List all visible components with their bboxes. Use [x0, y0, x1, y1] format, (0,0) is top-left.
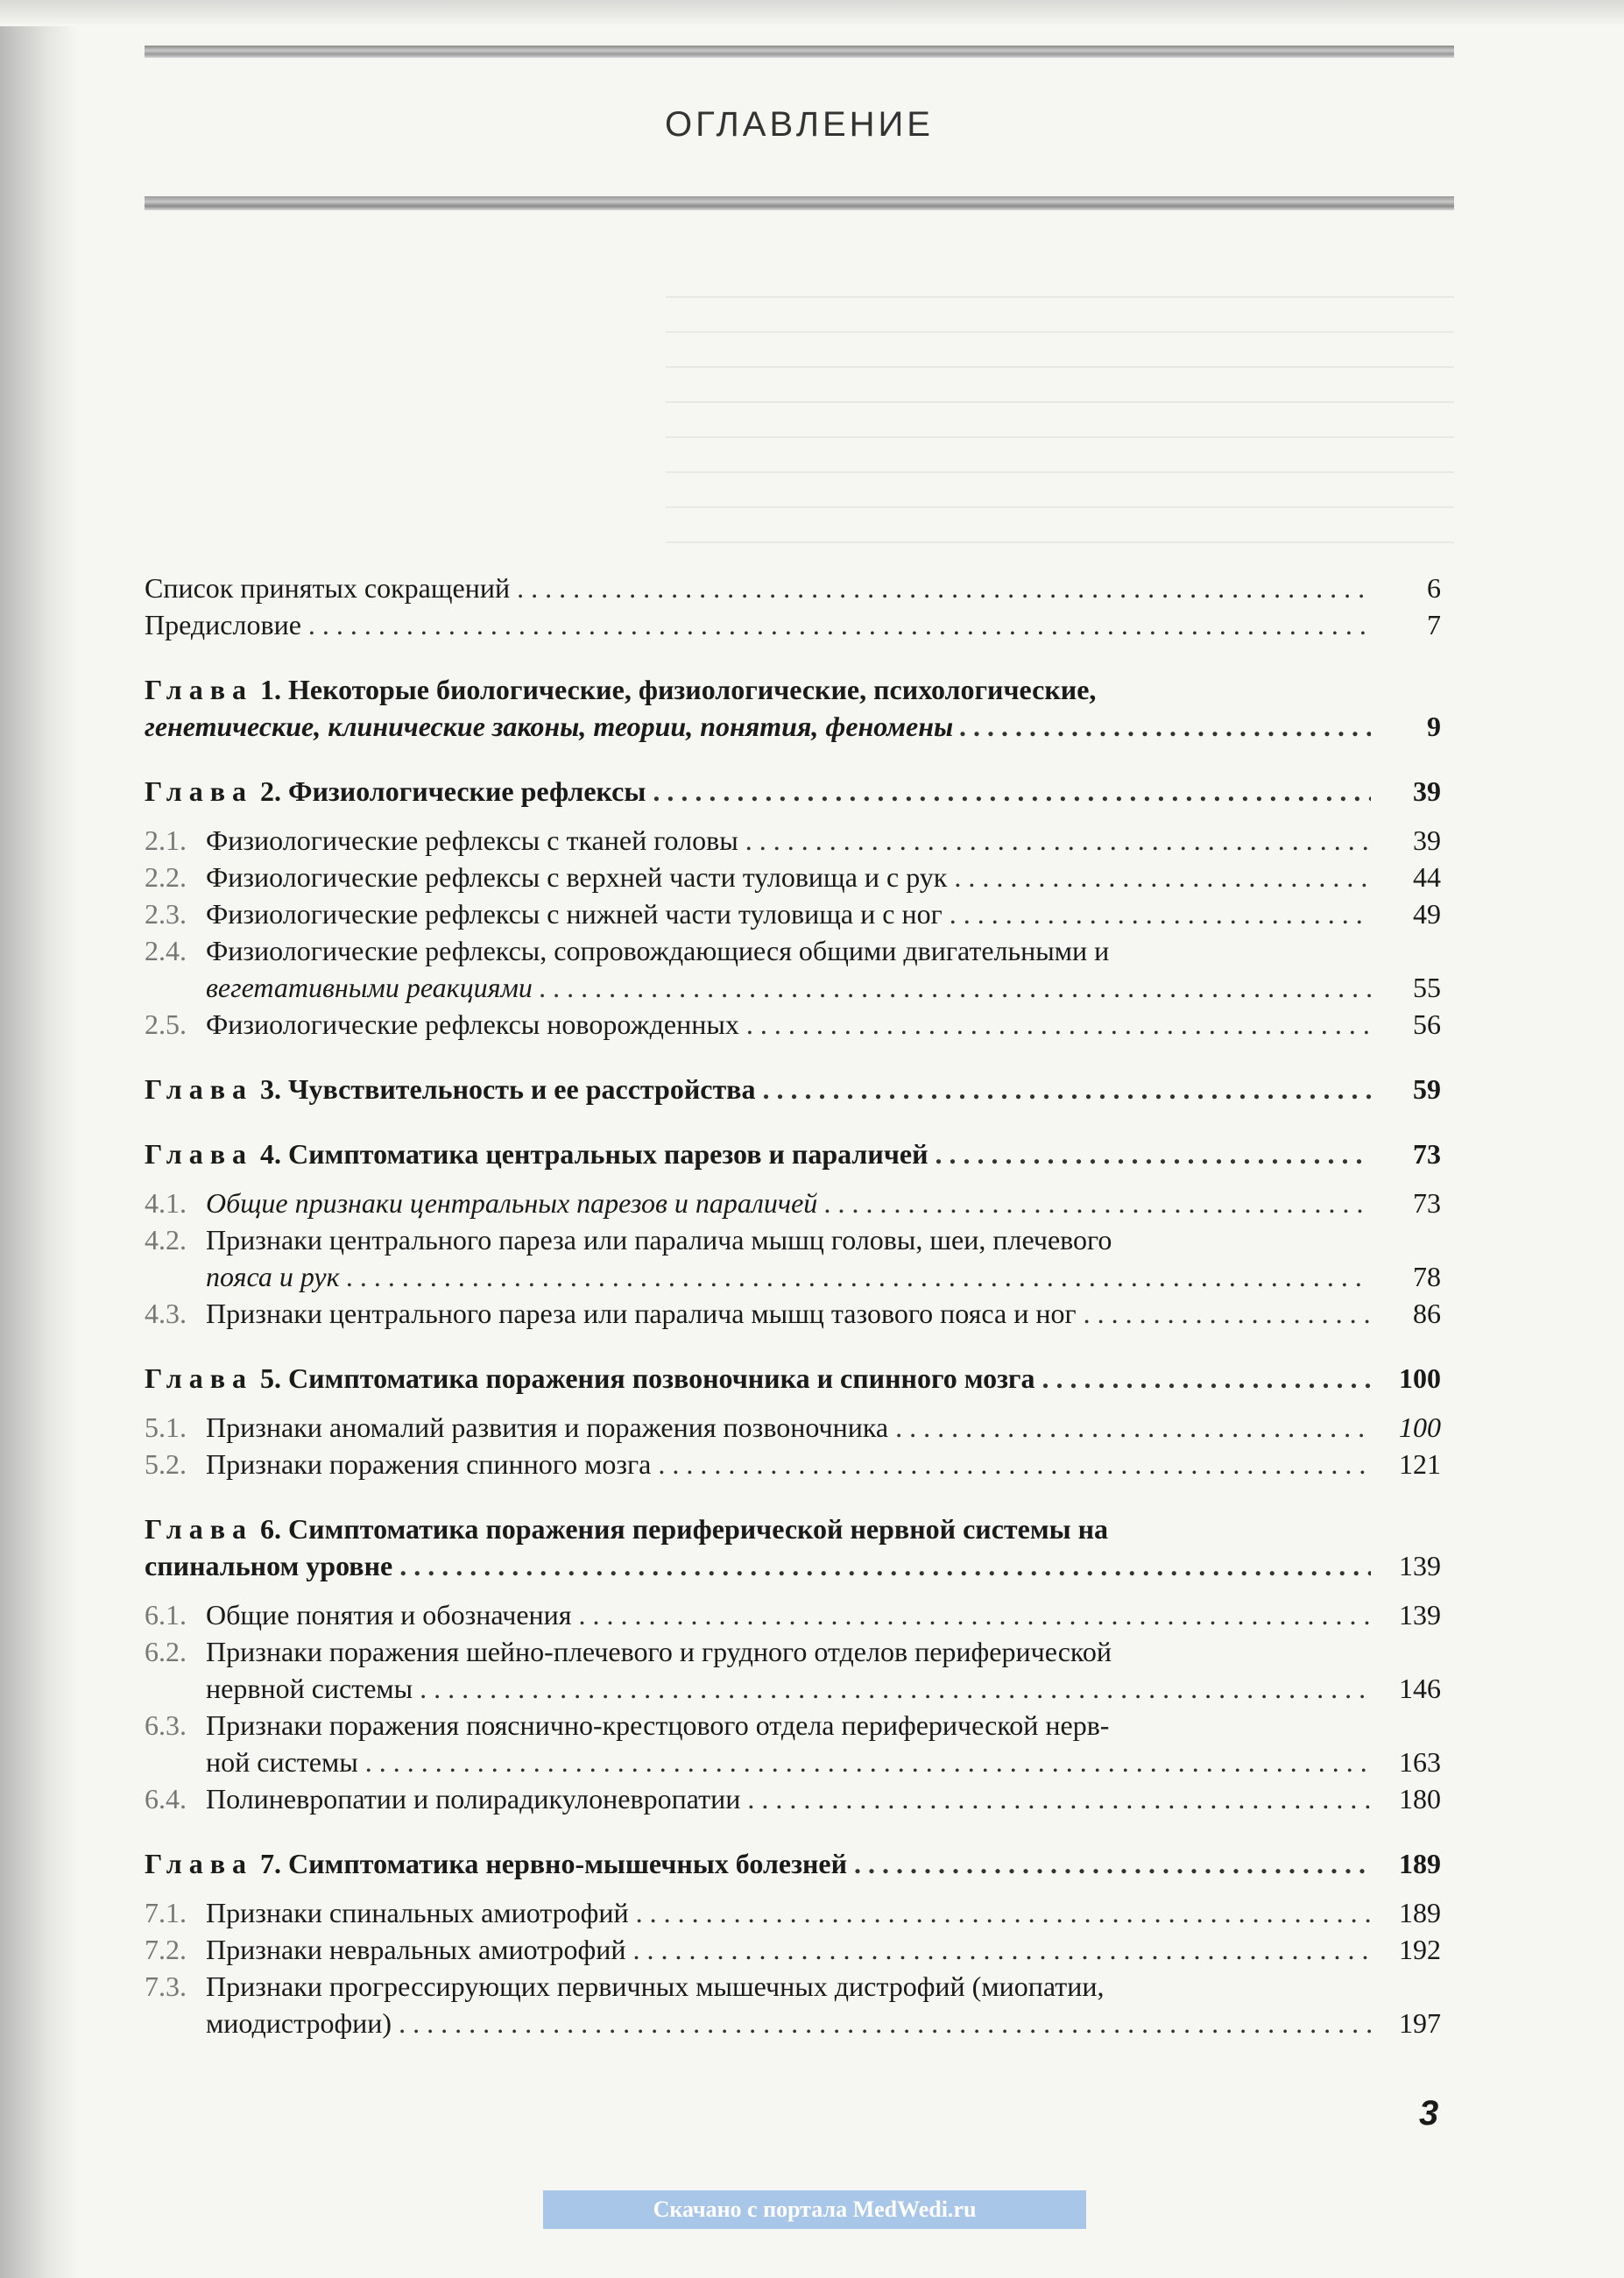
chapter-number: 2.	[259, 775, 281, 807]
toc-page-number: 146	[1399, 1673, 1441, 1704]
toc-entry-abbreviations[interactable]	[145, 570, 1441, 606]
toc-chapter-6[interactable]	[145, 1510, 1441, 1584]
section-title-cont: пояса и рук . . .	[206, 1261, 1371, 1292]
toc-section[interactable]	[145, 895, 1441, 932]
chapter-label: Глава	[145, 1513, 253, 1545]
chapter-label: Глава	[145, 1073, 253, 1105]
chapter-title: Физиологические рефлексы	[287, 775, 646, 807]
header-rule-top	[145, 46, 1454, 58]
section-title-cont: миодистрофии) . . .	[206, 2007, 1371, 2039]
section-number: 2.4.	[145, 935, 187, 966]
section-number: 2.1.	[145, 824, 187, 856]
section-title: Признаки поражения пояснично-крестцового отдела периферической нерв-	[206, 1709, 1110, 1741]
section-title: Признаки спинальных амиотрофий . . .	[206, 1897, 1371, 1928]
section-title: Полиневропатии и полирадикулоневропатии . . .	[206, 1783, 1371, 1815]
section-title: Признаки аномалий развития и поражения позвоночника . . .	[206, 1411, 1371, 1443]
chapter-number: 1.	[259, 674, 281, 705]
toc-chapter-4[interactable]	[145, 1135, 1441, 1172]
chapter-number: 4.	[259, 1138, 281, 1170]
section-number: 6.4.	[145, 1783, 187, 1815]
section-number: 6.2.	[145, 1636, 187, 1667]
section-number: 2.2.	[145, 861, 187, 893]
toc-page-number: 78	[1413, 1261, 1441, 1292]
toc-section[interactable]	[145, 822, 1441, 859]
toc-page-number: 44	[1413, 861, 1441, 893]
toc-page-number: 39	[1413, 824, 1441, 856]
section-number: 4.2.	[145, 1224, 187, 1256]
watermark-banner[interactable]: Скачано с портала MedWedi.ru	[543, 2190, 1086, 2229]
toc-entry-text: Список принятых сокращений . . .	[145, 572, 1371, 604]
section-title: Физиологические рефлексы с тканей головы . . .	[206, 824, 1371, 856]
toc-page-number: 100	[1399, 1411, 1441, 1443]
toc-page-number: 197	[1399, 2007, 1441, 2039]
toc-section-cont[interactable]	[145, 2005, 1441, 2041]
toc-section[interactable]	[145, 1185, 1441, 1221]
toc-section-cont[interactable]	[145, 1744, 1441, 1780]
toc-section-cont[interactable]	[145, 1258, 1441, 1295]
section-title: Физиологические рефлексы новорожденных . . .	[206, 1008, 1371, 1040]
toc-section[interactable]	[145, 1931, 1441, 1968]
toc-section[interactable]	[145, 859, 1441, 895]
toc-page-number: 189	[1399, 1848, 1441, 1879]
toc-section[interactable]	[145, 1894, 1441, 1931]
header-rule-bottom	[145, 196, 1454, 210]
toc-page-number: 189	[1399, 1897, 1441, 1928]
chapter-label: Глава	[145, 775, 253, 807]
page-title: ОГЛАВЛЕНИЕ	[665, 105, 934, 144]
chapter-title: Симптоматика нервно-мышечных болезней	[287, 1848, 848, 1879]
toc-page-number: 73	[1413, 1138, 1441, 1170]
toc-chapter-7[interactable]	[145, 1845, 1441, 1882]
scan-top-shadow	[0, 0, 1624, 26]
section-title: Общие понятия и обозначения . . .	[206, 1599, 1371, 1631]
section-title: Признаки центрального пареза или паралича мышц головы, шеи, плечевого	[206, 1224, 1112, 1256]
chapter-number: 6.	[259, 1513, 281, 1545]
chapter-title: Симптоматика поражения позвоночника и спинного мозга	[287, 1362, 1035, 1394]
toc-section[interactable]	[145, 1633, 1441, 1670]
toc-page-number: 163	[1399, 1746, 1441, 1778]
section-title: Признаки невральных амиотрофий . . .	[206, 1934, 1371, 1965]
toc-page-number: 139	[1399, 1550, 1441, 1581]
chapter-number: 5.	[259, 1362, 281, 1394]
chapter-label: Глава	[145, 674, 253, 705]
toc-page-number: 39	[1413, 775, 1441, 807]
toc-section[interactable]	[145, 1780, 1441, 1817]
toc-section-cont[interactable]	[145, 969, 1441, 1006]
toc-page-number: 56	[1413, 1008, 1441, 1040]
toc-page-number: 55	[1413, 972, 1441, 1003]
section-title-cont: ной системы . . .	[206, 1746, 1371, 1778]
toc-page-number: 121	[1399, 1448, 1441, 1480]
chapter-title: Симптоматика поражения периферической нервной системы на	[287, 1513, 1109, 1545]
toc-section[interactable]	[145, 932, 1441, 969]
chapter-label: Глава	[145, 1138, 253, 1170]
chapter-title: Чувствительность и ее расстройства	[287, 1073, 756, 1105]
toc-page-number: 100	[1399, 1362, 1441, 1394]
toc-page-number: 59	[1413, 1073, 1441, 1105]
section-number: 6.1.	[145, 1599, 187, 1631]
toc-page-number: 180	[1399, 1783, 1441, 1815]
chapter-title-cont: спинальном уровне . . .	[145, 1550, 1371, 1581]
section-title: Признаки прогрессирующих первичных мышечных дистрофий (миопатии,	[206, 1970, 1105, 2002]
table-of-contents	[145, 570, 1441, 2041]
toc-chapter-2[interactable]	[145, 773, 1441, 810]
toc-section[interactable]	[145, 1295, 1441, 1332]
chapter-label: Глава	[145, 1848, 253, 1879]
section-title: Общие признаки центральных парезов и параличей . . .	[206, 1187, 1371, 1219]
toc-chapter-3[interactable]	[145, 1071, 1441, 1107]
bleed-through-text	[666, 263, 1454, 543]
section-title: Физиологические рефлексы с верхней части туловища и с рук . . .	[206, 861, 1371, 893]
chapter-number: 7.	[259, 1848, 281, 1879]
toc-page-number: 73	[1413, 1187, 1441, 1219]
toc-page-number: 86	[1413, 1298, 1441, 1329]
section-number: 6.3.	[145, 1709, 187, 1741]
toc-section[interactable]	[145, 1221, 1441, 1258]
toc-page-number: 7	[1427, 609, 1441, 640]
scan-binding-shadow	[0, 0, 79, 2278]
section-number: 5.1.	[145, 1411, 187, 1443]
section-title-cont: вегетативными реакциями . . .	[206, 972, 1371, 1003]
toc-chapter-1[interactable]	[145, 671, 1441, 745]
toc-section[interactable]	[145, 1968, 1441, 2005]
chapter-title: Некоторые биологические, физиологические, психологические,	[287, 674, 1097, 705]
toc-section[interactable]	[145, 1446, 1441, 1482]
page-number: 3	[1419, 2094, 1439, 2133]
section-title: Признаки поражения шейно-плечевого и грудного отделов периферической	[206, 1636, 1112, 1667]
toc-entry-text: Предисловие . . .	[145, 609, 1371, 640]
section-number: 2.5.	[145, 1008, 187, 1040]
toc-section-cont[interactable]	[145, 1670, 1441, 1707]
section-number: 2.3.	[145, 898, 187, 930]
toc-section[interactable]	[145, 1707, 1441, 1744]
section-number: 7.2.	[145, 1934, 187, 1965]
toc-page-number: 6	[1427, 572, 1441, 604]
toc-page-number: 192	[1399, 1934, 1441, 1965]
toc-section[interactable]	[145, 1006, 1441, 1043]
toc-page-number: 49	[1413, 898, 1441, 930]
section-title-cont: нервной системы . . .	[206, 1673, 1371, 1704]
section-number: 7.3.	[145, 1970, 187, 2002]
toc-header	[145, 46, 1454, 212]
section-number: 4.3.	[145, 1298, 187, 1329]
section-title: Физиологические рефлексы с нижней части туловища и с ног . . .	[206, 898, 1371, 930]
section-title: Признаки поражения спинного мозга . . .	[206, 1448, 1371, 1480]
section-number: 7.1.	[145, 1897, 187, 1928]
toc-chapter-5[interactable]	[145, 1360, 1441, 1397]
chapter-title-cont: генетические, клинические законы, теории, понятия, феномены . . .	[145, 711, 1371, 742]
section-title: Физиологические рефлексы, сопровождающиеся общими двигательными и	[206, 935, 1110, 966]
chapter-label: Глава	[145, 1362, 253, 1394]
chapter-number: 3.	[259, 1073, 281, 1105]
toc-section[interactable]	[145, 1596, 1441, 1633]
toc-page-number: 139	[1399, 1599, 1441, 1631]
section-number: 5.2.	[145, 1448, 187, 1480]
chapter-title: Симптоматика центральных парезов и параличей	[287, 1138, 929, 1170]
section-title: Признаки центрального пареза или паралича мышц тазового пояса и ног . . .	[206, 1298, 1371, 1329]
toc-section[interactable]	[145, 1409, 1441, 1446]
section-number: 4.1.	[145, 1187, 187, 1219]
toc-entry-preface[interactable]	[145, 606, 1441, 643]
toc-page-number: 9	[1427, 711, 1441, 742]
